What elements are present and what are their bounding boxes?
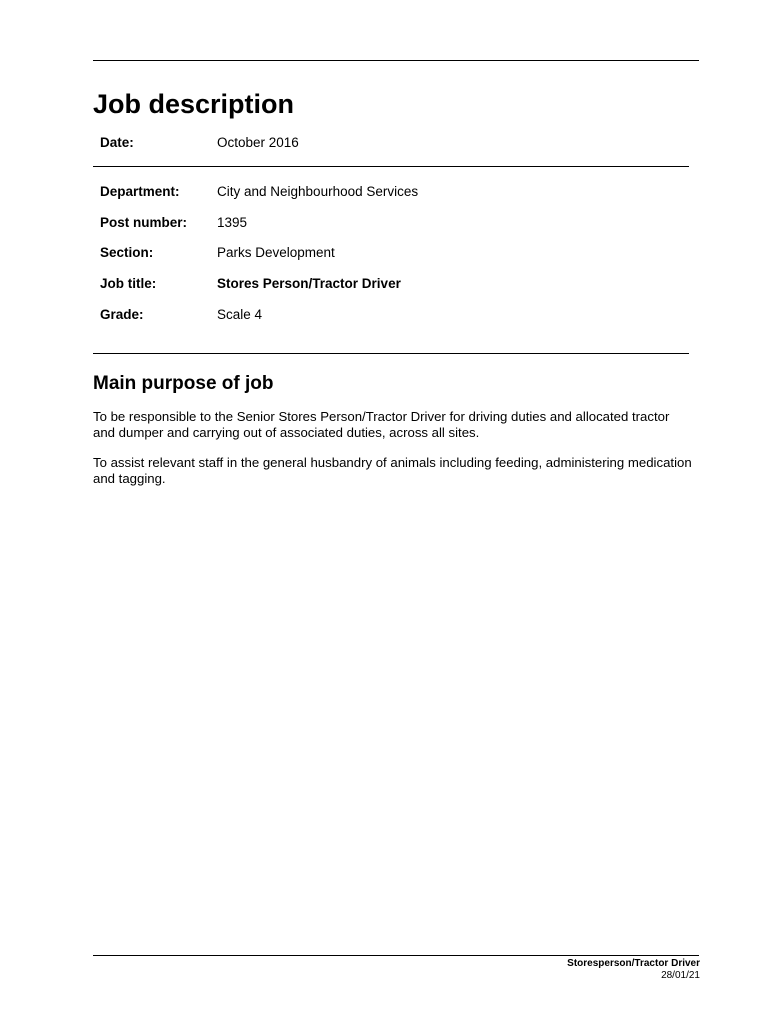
main-purpose-heading: Main purpose of job bbox=[93, 373, 274, 394]
footer-document-title: Storesperson/Tractor Driver bbox=[567, 958, 700, 969]
footer-date: 28/01/21 bbox=[661, 970, 700, 981]
job-title-label: Job title: bbox=[100, 276, 157, 291]
grade-value: Scale 4 bbox=[217, 307, 263, 322]
job-title-value: Stores Person/Tractor Driver bbox=[217, 276, 401, 291]
department-value: City and Neighbourhood Services bbox=[217, 184, 419, 199]
main-purpose-paragraph: To assist relevant staff in the general husbandry of animals including feeding, administering medication and tagging. bbox=[93, 455, 692, 486]
date-divider bbox=[93, 166, 689, 167]
department-label: Department: bbox=[100, 184, 180, 199]
post-number-value: 1395 bbox=[217, 215, 248, 230]
fields-divider bbox=[93, 353, 689, 354]
main-purpose-paragraph: To be responsible to the Senior Stores Person/Tractor Driver for driving duties and allocated tractor and dumper and carrying out of associated duties, across all sites. bbox=[93, 409, 670, 440]
section-value: Parks Development bbox=[217, 245, 335, 260]
top-divider bbox=[93, 60, 699, 61]
document-title: Job description bbox=[93, 89, 295, 119]
section-label: Section: bbox=[100, 245, 154, 260]
grade-label: Grade: bbox=[100, 307, 144, 322]
date-label: Date: bbox=[100, 135, 134, 150]
footer-divider bbox=[93, 955, 699, 956]
post-number-label: Post number: bbox=[100, 215, 188, 230]
date-value: October 2016 bbox=[217, 135, 299, 150]
